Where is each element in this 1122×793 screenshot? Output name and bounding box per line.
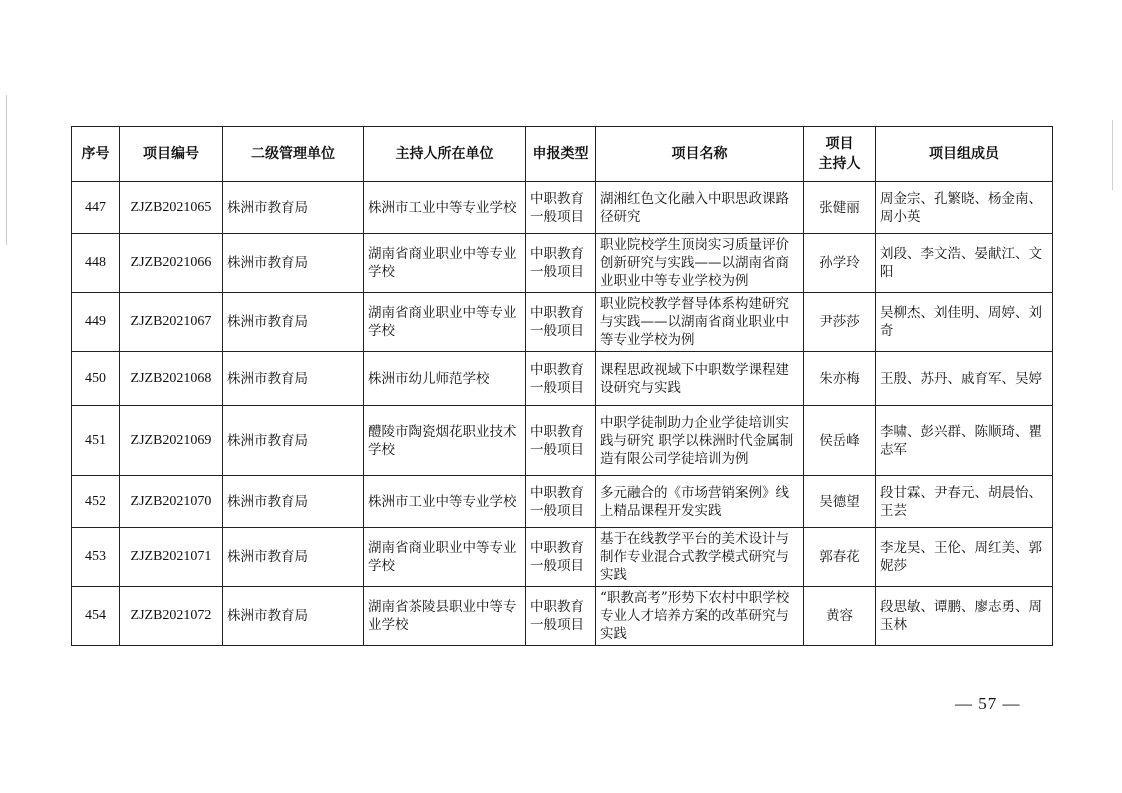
- table-row: [72, 476, 1053, 528]
- cell-project-code: ZJZB2021065: [120, 182, 223, 234]
- cell-project-leader: 郭春花: [804, 528, 876, 587]
- cell-host-unit: 湖南省商业职业中等专业学校: [364, 528, 526, 587]
- cell-team-members: 周金宗、孔繁晓、杨金南、周小英: [876, 182, 1053, 234]
- cell-project-code: ZJZB2021067: [120, 293, 223, 352]
- cell-index: 447: [72, 182, 120, 234]
- page-number: — 57 —: [955, 694, 1021, 713]
- cell-team-members: 李龙昊、王伦、周红美、郭妮莎: [876, 528, 1053, 587]
- header-management-unit: 二级管理单位: [223, 127, 364, 182]
- table-header-row: [72, 127, 1053, 182]
- cell-project-name: 中职学徒制助力企业学徒培训实践与研究 职学以株洲时代金属制造有限公司学徒培训为例: [596, 406, 804, 476]
- table-row: [72, 234, 1053, 293]
- cell-project-name: 基于在线教学平台的美术设计与制作专业混合式教学模式研究与实践: [596, 528, 804, 587]
- cell-management-unit: 株洲市教育局: [223, 293, 364, 352]
- cell-project-name: 职业院校教学督导体系构建研究与实践——以湖南省商业职业中等专业学校为例: [596, 293, 804, 352]
- cell-application-type: 中职教育一般项目: [526, 476, 596, 528]
- cell-project-leader: 黄容: [804, 587, 876, 646]
- cell-project-code: ZJZB2021069: [120, 406, 223, 476]
- project-table: [71, 126, 1053, 646]
- cell-application-type: 中职教育一般项目: [526, 528, 596, 587]
- cell-host-unit: 株洲市工业中等专业学校: [364, 182, 526, 234]
- header-application-type: 申报类型: [526, 127, 596, 182]
- cell-host-unit: 湖南省茶陵县职业中等专业学校: [364, 587, 526, 646]
- cell-host-unit: 醴陵市陶瓷烟花职业技术学校: [364, 406, 526, 476]
- table-body: [72, 182, 1053, 646]
- cell-team-members: 刘段、李文浩、晏献江、文阳: [876, 234, 1053, 293]
- cell-index: 448: [72, 234, 120, 293]
- cell-project-name: 课程思政视域下中职数学课程建设研究与实践: [596, 352, 804, 406]
- cell-team-members: 李啸、彭兴群、陈顺琦、瞿志军: [876, 406, 1053, 476]
- cell-project-leader: 张健丽: [804, 182, 876, 234]
- cell-management-unit: 株洲市教育局: [223, 352, 364, 406]
- cell-host-unit: 湖南省商业职业中等专业学校: [364, 234, 526, 293]
- cell-management-unit: 株洲市教育局: [223, 528, 364, 587]
- cell-project-code: ZJZB2021070: [120, 476, 223, 528]
- cell-application-type: 中职教育一般项目: [526, 182, 596, 234]
- cell-index: 449: [72, 293, 120, 352]
- cell-team-members: 段甘霖、尹春元、胡晨怡、王芸: [876, 476, 1053, 528]
- header-index: 序号: [72, 127, 120, 182]
- cell-management-unit: 株洲市教育局: [223, 476, 364, 528]
- cell-host-unit: 株洲市幼儿师范学校: [364, 352, 526, 406]
- scan-mark-left: [6, 95, 7, 245]
- scan-mark-right: [1112, 120, 1113, 190]
- header-project-code: 项目编号: [120, 127, 223, 182]
- cell-project-name: 多元融合的《市场营销案例》线上精品课程开发实践: [596, 476, 804, 528]
- cell-management-unit: 株洲市教育局: [223, 587, 364, 646]
- cell-project-leader: 孙学玲: [804, 234, 876, 293]
- table-row: [72, 587, 1053, 646]
- cell-management-unit: 株洲市教育局: [223, 406, 364, 476]
- cell-index: 452: [72, 476, 120, 528]
- cell-project-leader: 尹莎莎: [804, 293, 876, 352]
- cell-project-leader: 吴德望: [804, 476, 876, 528]
- cell-application-type: 中职教育一般项目: [526, 587, 596, 646]
- header-host-unit: 主持人所在单位: [364, 127, 526, 182]
- cell-index: 453: [72, 528, 120, 587]
- header-team-members: 项目组成员: [876, 127, 1053, 182]
- table-row: [72, 528, 1053, 587]
- cell-project-code: ZJZB2021071: [120, 528, 223, 587]
- cell-project-name: 湖湘红色文化融入中职思政课路径研究: [596, 182, 804, 234]
- cell-application-type: 中职教育一般项目: [526, 406, 596, 476]
- cell-project-name: “职教高考”形势下农村中职学校专业人才培养方案的改革研究与实践: [596, 587, 804, 646]
- table-row: [72, 182, 1053, 234]
- cell-application-type: 中职教育一般项目: [526, 293, 596, 352]
- cell-management-unit: 株洲市教育局: [223, 182, 364, 234]
- cell-project-code: ZJZB2021072: [120, 587, 223, 646]
- cell-index: 450: [72, 352, 120, 406]
- header-project-leader: 项目 主持人: [804, 127, 876, 182]
- cell-application-type: 中职教育一般项目: [526, 234, 596, 293]
- cell-project-leader: 朱亦梅: [804, 352, 876, 406]
- cell-team-members: 段思敏、谭鹏、廖志勇、周玉林: [876, 587, 1053, 646]
- cell-team-members: 吴柳杰、刘佳明、周婷、刘奇: [876, 293, 1053, 352]
- cell-project-code: ZJZB2021066: [120, 234, 223, 293]
- cell-application-type: 中职教育一般项目: [526, 352, 596, 406]
- cell-index: 451: [72, 406, 120, 476]
- cell-index: 454: [72, 587, 120, 646]
- header-project-name: 项目名称: [596, 127, 804, 182]
- cell-project-code: ZJZB2021068: [120, 352, 223, 406]
- cell-project-name: 职业院校学生顶岗实习质量评价创新研究与实践——以湖南省商业职业中等专业学校为例: [596, 234, 804, 293]
- table-row: [72, 293, 1053, 352]
- cell-host-unit: 湖南省商业职业中等专业学校: [364, 293, 526, 352]
- cell-host-unit: 株洲市工业中等专业学校: [364, 476, 526, 528]
- cell-project-leader: 侯岳峰: [804, 406, 876, 476]
- cell-team-members: 王殷、苏丹、戚育军、吴婷: [876, 352, 1053, 406]
- cell-management-unit: 株洲市教育局: [223, 234, 364, 293]
- table-row: [72, 406, 1053, 476]
- table-row: [72, 352, 1053, 406]
